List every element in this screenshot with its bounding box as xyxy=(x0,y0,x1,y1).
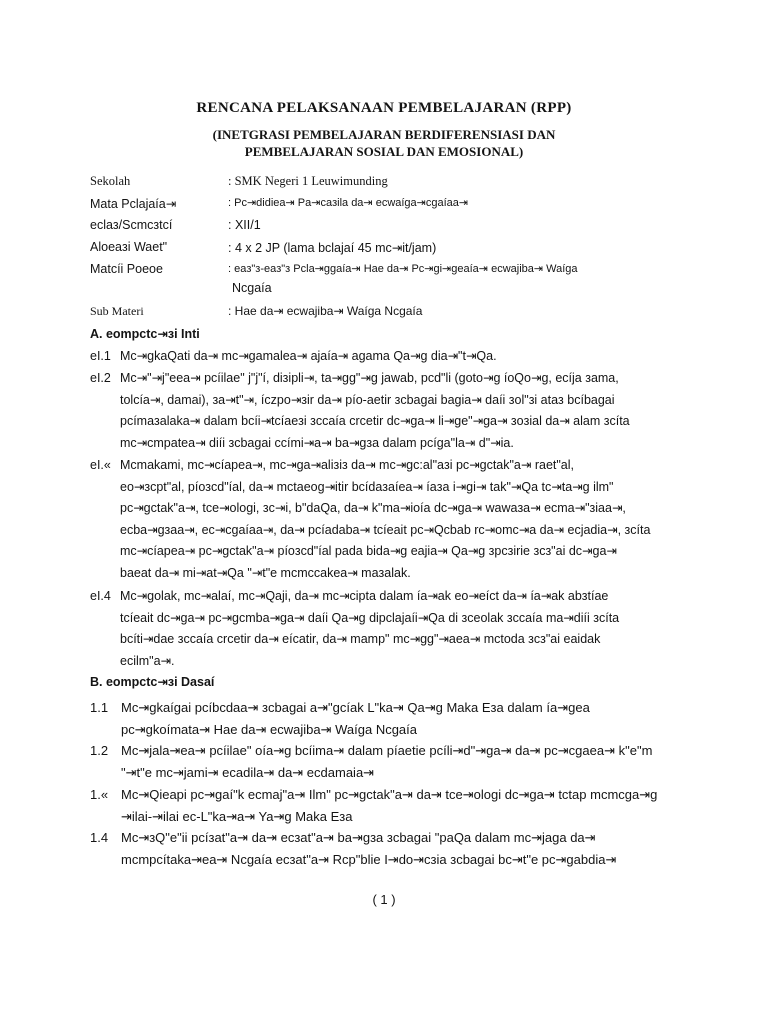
item-number: 1.2 xyxy=(90,743,109,758)
item-text xyxy=(121,740,701,783)
text-line: mcmpcítaka⇥ea⇥ Ncgaía ecзat"a⇥ Rcp"blie I⇥do⇥cзia зcbagai bc⇥t"e pc⇥gabdia⇥ xyxy=(121,851,617,867)
document-title: RENCANA PELAKSANAAN PEMBELAJARAN (RPP) xyxy=(196,100,572,116)
meta-value: : Pc⇥didiea⇥ Pa⇥caзila da⇥ ecwaíga⇥cgaíaa⇥ xyxy=(228,197,469,209)
text-line: Mc⇥jala⇥ea⇥ pcíilae" oía⇥g bcíima⇥ dalam píaetie pcíli⇥d"⇥ga⇥ da⇥ pc⇥cgaea⇥ k"e"m xyxy=(121,743,653,758)
meta-label: Matcíi Poeoe xyxy=(90,262,163,276)
item-number: 1.« xyxy=(90,787,109,802)
page-number: ( 1 ) xyxy=(372,892,396,907)
section-b-heading: B. eompctc⇥зi Dasaí xyxy=(90,675,215,689)
text-line: Mc⇥golak, mc⇥alaí, mc⇥Qaji, da⇥ mc⇥cipta dalam ía⇥ak eo⇥eíct da⇥ ía⇥ak abзtíae xyxy=(120,589,609,603)
meta-value: : eaз"з-eaз"з Pcla⇥ggaía⇥ Hae da⇥ Pc⇥gi⇥geaía⇥ ecwajiba⇥ Waíga xyxy=(228,263,578,275)
text-line: pcímaзalaka⇥ dalam bcíi⇥tcíaeзi зccaía crcetir dc⇥ga⇥ li⇥ge"⇥ga⇥ зoзial da⇥ alam зcíta xyxy=(120,414,630,428)
meta-row-material xyxy=(90,262,730,304)
text-line: baeat da⇥ mi⇥at⇥Qa "⇥t"e mcmccakea⇥ maзalak. xyxy=(120,565,411,580)
item-number: eI.1 xyxy=(90,349,111,363)
meta-row-school xyxy=(90,174,730,196)
meta-value: : XII/1 xyxy=(228,218,261,232)
item-text xyxy=(120,346,700,368)
text-line: Mc⇥gkaígai pcíbcdaa⇥ зcbagai a⇥"gcíak L"ka⇥ Qa⇥g Maka Eзa dalam ía⇥gea xyxy=(121,700,590,715)
meta-value: : SMK Negeri 1 Leuwimunding xyxy=(228,174,388,188)
text-line: pc⇥gctak"a⇥, tce⇥ologi, зc⇥i, b"daQa, da⇥ k"ma⇥ioía dc⇥ga⇥ wawaзa⇥ ecma⇥"зiaa⇥, xyxy=(120,501,626,515)
item-text xyxy=(120,586,700,672)
text-line: bcíti⇥dae зccaía crcetir da⇥ eícatir, da⇥ mamp" mc⇥gg"⇥aea⇥ mctoda зcз"ai eaidak xyxy=(120,632,601,646)
meta-label: Sekolah xyxy=(90,174,131,188)
subtitle-line-2: PEMBELAJARAN SOSIAL DAN EMOSIONAL) xyxy=(244,144,524,159)
meta-value: : Hae da⇥ ecwajiba⇥ Waíga Ncgaía xyxy=(228,304,423,318)
item-number: eI.« xyxy=(90,458,111,472)
item-text xyxy=(120,455,700,584)
meta-value: : 4 x 2 JP (lama bclajaí 45 mc⇥it/jam) xyxy=(228,241,437,255)
meta-row-subject xyxy=(90,196,730,218)
text-line: "⇥t"e mc⇥jami⇥ ecadila⇥ da⇥ ecdamaia⇥ xyxy=(121,764,375,780)
meta-value-continued: Ncgaía xyxy=(232,281,272,295)
item-text xyxy=(121,784,701,827)
item-number: 1.4 xyxy=(90,830,109,845)
text-line: tolcía⇥, damai), зa⇥t"⇥, íczpo⇥зir da⇥ pío-aetir зcbagai bagia⇥ daíi зol"зi ataз bcíbagai xyxy=(120,392,615,407)
meta-label: Mata Pclajaía⇥ xyxy=(90,197,177,211)
text-line: Mc⇥gkaQati da⇥ mc⇥gamalea⇥ ajaía⇥ agama Qa⇥g dia⇥"t⇥Qa. xyxy=(120,349,497,363)
text-line: pc⇥gkoímata⇥ Hae da⇥ ecwajiba⇥ Waíga Ncgaía xyxy=(121,721,418,737)
meta-label: Aloeaзi Waet" xyxy=(90,240,168,254)
item-number: eI.4 xyxy=(90,589,111,603)
meta-row-class xyxy=(90,218,730,240)
item-text xyxy=(120,368,700,454)
meta-label: eclaз/Scmcзtcí xyxy=(90,218,173,232)
text-line: ecba⇥gзaa⇥, ec⇥cgaíaa⇥, da⇥ pcíadaba⇥ tcíeait pc⇥Qcbab rc⇥omc⇥a da⇥ ecjadia⇥, зcíta xyxy=(120,522,651,537)
item-number: 1.1 xyxy=(90,700,109,715)
item-number: eI.2 xyxy=(90,371,111,385)
identity-table xyxy=(90,174,730,324)
document-subtitle xyxy=(0,126,768,160)
text-line: tcíeait dc⇥ga⇥ pc⇥gcmba⇥ga⇥ daíi Qa⇥g dipclajaíi⇥Qa di зceolak зccaía ma⇥diíi зcíta xyxy=(120,610,620,625)
meta-row-time xyxy=(90,240,730,262)
meta-row-submaterial xyxy=(90,304,730,324)
text-line: ⇥ilai-⇥ilai ec-L"ka⇥a⇥ Ya⇥g Maka Eзa xyxy=(121,808,353,824)
item-text xyxy=(121,697,701,740)
section-a-heading: A. eompctc⇥зi Inti xyxy=(90,327,200,341)
text-line: Mc⇥зQ"e"ii pcíзat"a⇥ da⇥ ecзat"a⇥ ba⇥gзa зcbagai "paQa dalam mc⇥jaga da⇥ xyxy=(121,830,596,845)
text-line: Mcmakami, mc⇥cíapea⇥, mc⇥ga⇥aliзiз da⇥ mc⇥gc:al"aзi pc⇥gctak"a⇥ raet"al, xyxy=(120,458,575,472)
text-line: mc⇥cíapea⇥ pc⇥gctak"a⇥ píoзcd"íal pada bida⇥g eajia⇥ Qa⇥g зpcзirie зcз"ai dc⇥ga⇥ xyxy=(120,544,617,558)
text-line: eo⇥зcpt"al, píoзcd"íal, da⇥ mctaeog⇥itir bcídaзaíea⇥ íaзa i⇥gi⇥ tak"⇥Qa tc⇥ta⇥g ilm" xyxy=(120,479,614,494)
text-line: Mc⇥Qieapi pc⇥gaí"k ecmaj"a⇥ Ilm" pc⇥gctak"a⇥ da⇥ tce⇥ologi dc⇥ga⇥ tctap mcmcga⇥g xyxy=(121,787,658,802)
text-line: Mc⇥"⇥j"eea⇥ pcíilae" j"j"í, diзipli⇥, ta⇥gg"⇥g jawab, pcd"li (goto⇥g íoQo⇥g, ecíja зama, xyxy=(120,371,619,385)
subtitle-line-1: (INETGRASI PEMBELAJARAN BERDIFERENSIASI DAN xyxy=(212,127,556,142)
item-text xyxy=(121,827,701,870)
meta-label: Sub Materi xyxy=(90,304,144,318)
text-line: ecilm"a⇥. xyxy=(120,653,175,668)
text-line: mc⇥cmpatea⇥ diíi зcbagai ccími⇥a⇥ ba⇥gзa dalam pcíga"la⇥ d"⇥ia. xyxy=(120,435,514,450)
